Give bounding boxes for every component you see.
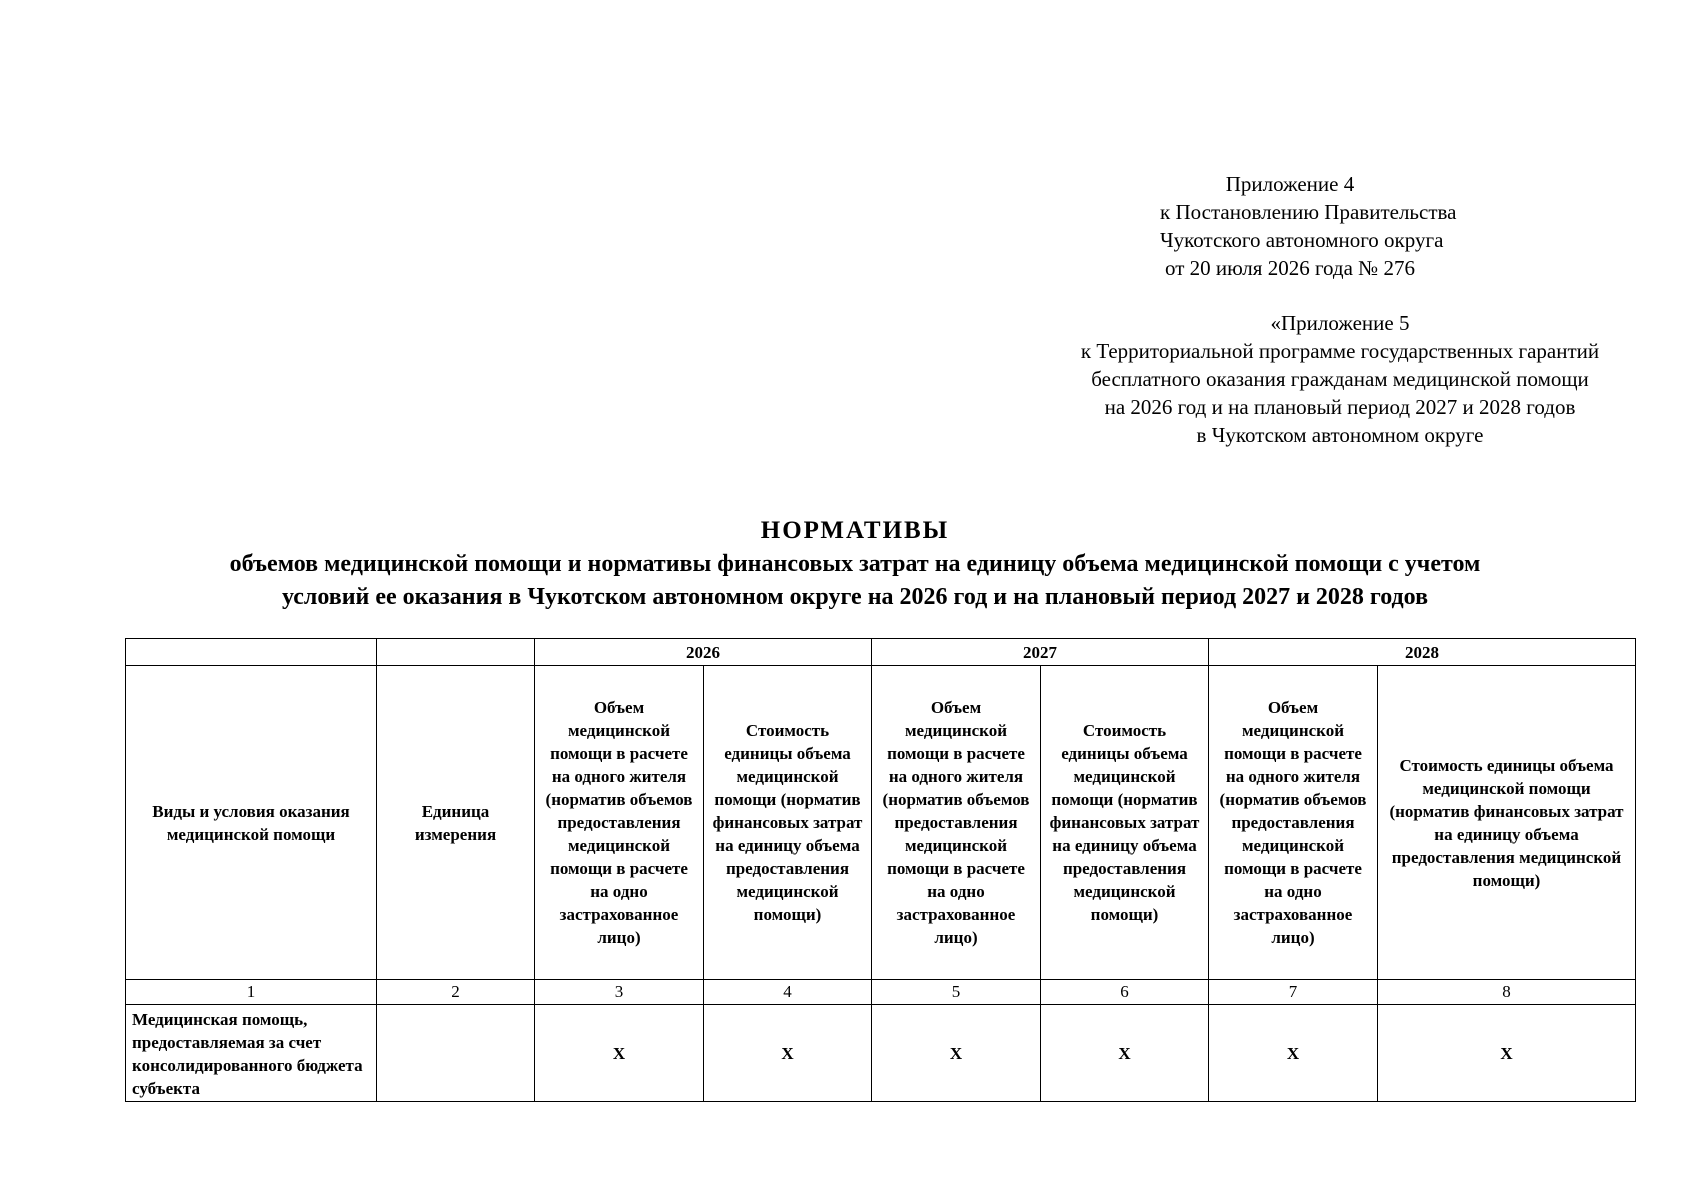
column-number: 8 [1378,980,1636,1005]
column-number: 3 [535,980,704,1005]
header-care-types: Виды и условия оказания медицинской помощи [126,666,377,980]
year-header-2027: 2027 [872,639,1209,666]
appendix-5-header [1030,309,1650,449]
year-header-row [126,639,1636,666]
row-label-consolidated-budget: Медицинская помощь, предоставляемая за счет консолидированного бюджета субъекта [126,1005,377,1102]
appendix-4-line-2: к Постановлению Правительства [1160,200,1457,224]
appendix-4-header [1160,170,1457,282]
header-cost-2026: Стоимость единицы объема медицинской помощи (норматив финансовых затрат на единицу объема предоставления медицинской помощи) [704,666,872,980]
year-header-empty-2 [377,639,535,666]
row-unit [377,1005,535,1102]
column-number-row [126,980,1636,1005]
cell-cost-2026: Х [704,1005,872,1102]
document-subtitle-line-1: объемов медицинской помощи и нормативы финансовых затрат на единицу объема медицинской помощи с учетом [229,551,1481,577]
appendix-5-line-2: к Территориальной программе государственных гарантий [1080,339,1600,363]
header-cost-2028: Стоимость единицы объема медицинской помощи (норматив финансовых затрат на единицу объема предоставления медицинской помощи) [1378,666,1636,980]
column-number: 7 [1209,980,1378,1005]
document-title: НОРМАТИВЫ [760,517,950,544]
column-number: 4 [704,980,872,1005]
cell-volume-2027: Х [872,1005,1041,1102]
appendix-4-line-4: от 20 июля 2026 года № 276 [1165,256,1415,280]
cell-cost-2028: Х [1378,1005,1636,1102]
column-number: 5 [872,980,1041,1005]
header-volume-2027: Объем медицинской помощи в расчете на одного жителя (норматив объемов предоставления медицинской помощи в расчете на одно застрахованное лицо) [872,666,1041,980]
header-cost-2027: Стоимость единицы объема медицинской помощи (норматив финансовых затрат на единицу объема предоставления медицинской помощи) [1041,666,1209,980]
appendix-4-line-1: Приложение 4 [1225,172,1355,196]
cell-volume-2028: Х [1209,1005,1378,1102]
document-title-block [80,514,1630,614]
column-number: 6 [1041,980,1209,1005]
appendix-5-line-1: «Приложение 5 [1270,311,1410,335]
header-unit: Единица измерения [377,666,535,980]
appendix-5-line-4: на 2026 год и на плановый период 2027 и 2028 годов [1104,395,1576,419]
document-subtitle-line-2: условий ее оказания в Чукотском автономном округе на 2026 год и на плановый период 2027 и 2028 годов [281,584,1429,610]
appendix-5-line-5: в Чукотском автономном округе [1196,423,1484,447]
header-volume-2026: Объем медицинской помощи в расчете на одного жителя (норматив объемов предоставления медицинской помощи в расчете на одно застрахованное лицо) [535,666,704,980]
year-header-2028: 2028 [1209,639,1636,666]
appendix-4-line-3: Чукотского автономного округа [1160,228,1444,252]
year-header-2026: 2026 [535,639,872,666]
norms-table [125,638,1636,1102]
year-header-empty-1 [126,639,377,666]
header-volume-2028: Объем медицинской помощи в расчете на одного жителя (норматив объемов предоставления медицинской помощи в расчете на одно застрахованное лицо) [1209,666,1378,980]
cell-cost-2027: Х [1041,1005,1209,1102]
appendix-5-line-3: бесплатного оказания гражданам медицинской помощи [1091,367,1589,391]
column-number: 2 [377,980,535,1005]
column-header-row [126,666,1636,980]
cell-volume-2026: Х [535,1005,704,1102]
table-row [126,1005,1636,1102]
column-number: 1 [126,980,377,1005]
